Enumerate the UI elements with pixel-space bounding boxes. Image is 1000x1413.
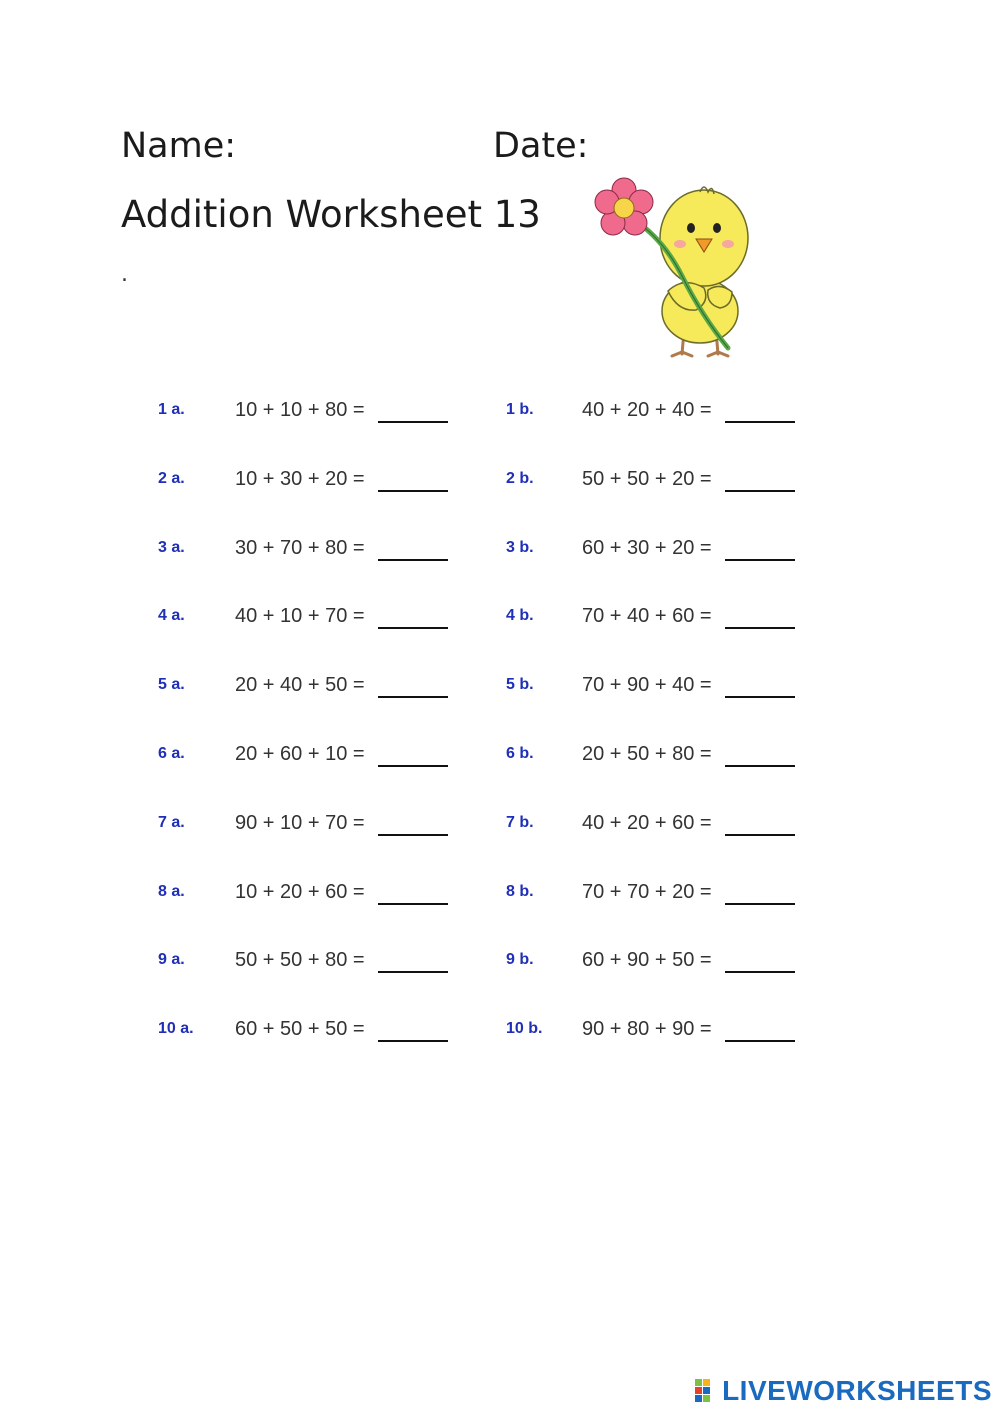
worksheet-title: Addition Worksheet 13 — [121, 193, 541, 236]
answer-blank[interactable] — [378, 903, 448, 905]
answer-blank[interactable] — [725, 696, 795, 698]
problem-expression: 30 + 70 + 80 = — [235, 537, 365, 559]
problem-expression: 10 + 10 + 80 = — [235, 399, 365, 421]
answer-blank[interactable] — [378, 696, 448, 698]
date-label: Date: — [493, 126, 589, 166]
problem-number: 7 a. — [158, 814, 185, 831]
answer-blank[interactable] — [378, 559, 448, 561]
problem-number: 7 b. — [506, 814, 534, 831]
problem-number: 4 a. — [158, 607, 185, 624]
problem-number: 9 b. — [506, 951, 534, 968]
answer-blank[interactable] — [725, 903, 795, 905]
problem-number: 2 a. — [158, 470, 185, 487]
problem-number: 4 b. — [506, 607, 534, 624]
answer-blank[interactable] — [378, 765, 448, 767]
answer-blank[interactable] — [725, 834, 795, 836]
problem-expression: 20 + 60 + 10 = — [235, 743, 365, 765]
brand-text: LIVEWORKSHEETS — [722, 1375, 992, 1406]
answer-blank[interactable] — [725, 627, 795, 629]
problem-expression: 20 + 40 + 50 = — [235, 674, 365, 696]
problem-expression: 70 + 90 + 40 = — [582, 674, 712, 696]
answer-blank[interactable] — [378, 490, 448, 492]
problem-expression: 40 + 20 + 40 = — [582, 399, 712, 421]
problem-number: 2 b. — [506, 470, 534, 487]
name-label: Name: — [121, 126, 237, 166]
problem-number: 6 a. — [158, 745, 185, 762]
problem-expression: 60 + 90 + 50 = — [582, 949, 712, 971]
answer-blank[interactable] — [725, 559, 795, 561]
problem-number: 8 a. — [158, 883, 185, 900]
problem-expression: 70 + 70 + 20 = — [582, 881, 712, 903]
answer-blank[interactable] — [378, 834, 448, 836]
problem-number: 1 a. — [158, 401, 185, 418]
problem-expression: 60 + 50 + 50 = — [235, 1018, 365, 1040]
problem-number: 8 b. — [506, 883, 534, 900]
problem-number: 5 b. — [506, 676, 534, 693]
brand-logo — [694, 1375, 992, 1407]
problem-expression: 60 + 30 + 20 = — [582, 537, 712, 559]
problem-expression: 10 + 30 + 20 = — [235, 468, 365, 490]
problem-number: 10 a. — [158, 1020, 194, 1037]
answer-blank[interactable] — [378, 627, 448, 629]
problem-expression: 10 + 20 + 60 = — [235, 881, 365, 903]
problem-number: 1 b. — [506, 401, 534, 418]
answer-blank[interactable] — [725, 490, 795, 492]
problem-number: 3 b. — [506, 539, 534, 556]
answer-blank[interactable] — [378, 971, 448, 973]
problem-expression: 40 + 20 + 60 = — [582, 812, 712, 834]
problem-number: 3 a. — [158, 539, 185, 556]
answer-blank[interactable] — [725, 1040, 795, 1042]
problem-expression: 50 + 50 + 20 = — [582, 468, 712, 490]
problem-number: 5 a. — [158, 676, 185, 693]
problem-expression: 20 + 50 + 80 = — [582, 743, 712, 765]
problem-expression: 40 + 10 + 70 = — [235, 605, 365, 627]
problem-number: 10 b. — [506, 1020, 543, 1037]
problem-number: 9 a. — [158, 951, 185, 968]
problem-expression: 90 + 10 + 70 = — [235, 812, 365, 834]
problem-expression: 90 + 80 + 90 = — [582, 1018, 712, 1040]
problem-number: 6 b. — [506, 745, 534, 762]
problem-expression: 50 + 50 + 80 = — [235, 949, 365, 971]
answer-blank[interactable] — [725, 971, 795, 973]
answer-blank[interactable] — [725, 421, 795, 423]
answer-blank[interactable] — [378, 421, 448, 423]
problem-expression: 70 + 40 + 60 = — [582, 605, 712, 627]
answer-blank[interactable] — [378, 1040, 448, 1042]
answer-blank[interactable] — [725, 765, 795, 767]
liveworksheets-logo-icon — [694, 1378, 720, 1404]
dot-mark: . — [121, 262, 128, 287]
